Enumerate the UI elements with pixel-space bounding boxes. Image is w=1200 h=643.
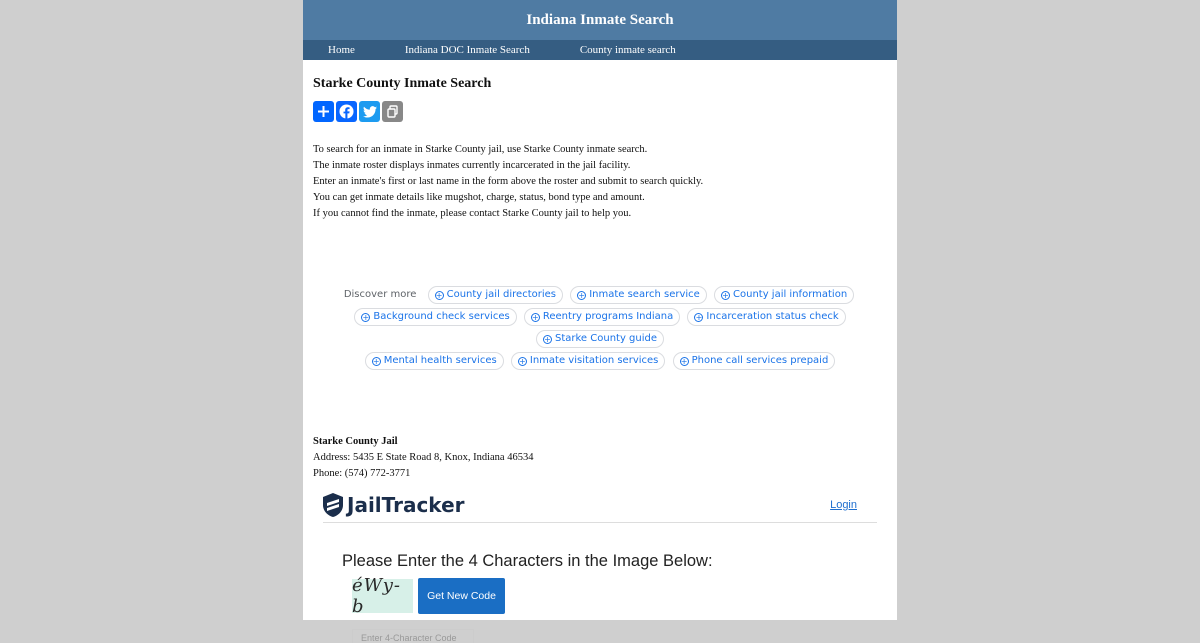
discover-more-section (313, 284, 887, 372)
main-content (303, 76, 897, 482)
chip-label: Background check services (373, 311, 510, 322)
jail-name: Starke County Jail (313, 436, 398, 447)
discover-chip[interactable] (714, 286, 854, 304)
site-title: Indiana Inmate Search (526, 12, 674, 28)
get-new-code-button[interactable]: Get New Code (418, 578, 505, 614)
plus-circle-icon: + (532, 313, 539, 322)
captcha-text: éWy-b (352, 575, 402, 617)
discover-chip[interactable] (511, 352, 666, 370)
jailtracker-brand: JailTracker (347, 492, 465, 517)
chip-label: Mental health services (383, 355, 497, 366)
nav-county-inmate-search[interactable]: County inmate search (579, 44, 676, 56)
jailtracker-logo (323, 493, 465, 517)
discover-chip[interactable] (570, 286, 707, 304)
discover-chip[interactable] (536, 330, 664, 348)
intro-text (313, 142, 887, 222)
captcha-input[interactable]: Enter 4-Character Code (352, 629, 474, 643)
nav-home[interactable]: Home (328, 44, 355, 56)
jail-phone: Phone: (574) 772-3771 (313, 468, 411, 479)
page-container (303, 0, 897, 643)
plus-circle-icon: + (362, 313, 370, 322)
chip-label: Inmate visitation services (529, 355, 659, 366)
twitter-icon[interactable] (359, 101, 380, 122)
jail-info (313, 434, 887, 482)
intro-line: The inmate roster displays inmates currently incarcerated in the jail facility. (313, 160, 631, 171)
plus-circle-icon: + (722, 291, 729, 300)
discover-chip[interactable] (365, 352, 504, 370)
share-add-icon[interactable] (313, 101, 334, 122)
intro-line: Enter an inmate's first or last name in the form above the roster and submit to search quickly. (313, 176, 704, 187)
chip-label: Reentry programs Indiana (542, 311, 674, 322)
discover-chip[interactable] (673, 352, 836, 370)
login-link[interactable]: Login (830, 498, 857, 511)
discover-more-label: Discover more (343, 289, 417, 300)
intro-line: You can get inmate details like mugshot, charge, status, bond type and amount. (313, 192, 645, 203)
main-nav (303, 40, 897, 60)
chip-label: Incarceration status check (706, 311, 839, 322)
chip-label: Starke County guide (554, 333, 658, 344)
plus-circle-icon: + (544, 335, 551, 344)
plus-circle-icon: + (435, 291, 443, 300)
chip-label: Inmate search service (589, 289, 700, 300)
nav-indiana-doc-search[interactable]: Indiana DOC Inmate Search (404, 44, 530, 56)
plus-circle-icon: + (695, 313, 703, 322)
site-header (303, 0, 897, 40)
plus-circle-icon: + (578, 291, 586, 300)
captcha-image (352, 575, 413, 617)
shield-icon (323, 493, 343, 517)
page-title: Starke County Inmate Search (313, 76, 492, 91)
plus-circle-icon: + (519, 357, 526, 366)
captcha-row (352, 575, 897, 617)
jailtracker-header (323, 487, 877, 523)
intro-line: To search for an inmate in Starke County jail, use Starke County inmate search. (313, 144, 648, 155)
discover-chip[interactable] (428, 286, 563, 304)
share-bar (313, 101, 887, 122)
copy-link-icon[interactable] (382, 101, 403, 122)
plus-circle-icon: + (680, 357, 688, 366)
chip-label: Phone call services prepaid (691, 355, 829, 366)
chip-label: County jail information (733, 289, 848, 300)
jail-address: Address: 5435 E State Road 8, Knox, Indiana 46534 (313, 452, 534, 463)
facebook-icon[interactable] (336, 101, 357, 122)
discover-chip[interactable] (687, 308, 845, 326)
discover-chip[interactable] (524, 308, 680, 326)
intro-line: If you cannot find the inmate, please contact Starke County jail to help you. (313, 208, 632, 219)
plus-circle-icon: + (372, 357, 380, 366)
discover-chip[interactable] (354, 308, 516, 326)
chip-label: County jail directories (446, 289, 556, 300)
captcha-title: Please Enter the 4 Characters in the Image Below: (342, 552, 713, 570)
